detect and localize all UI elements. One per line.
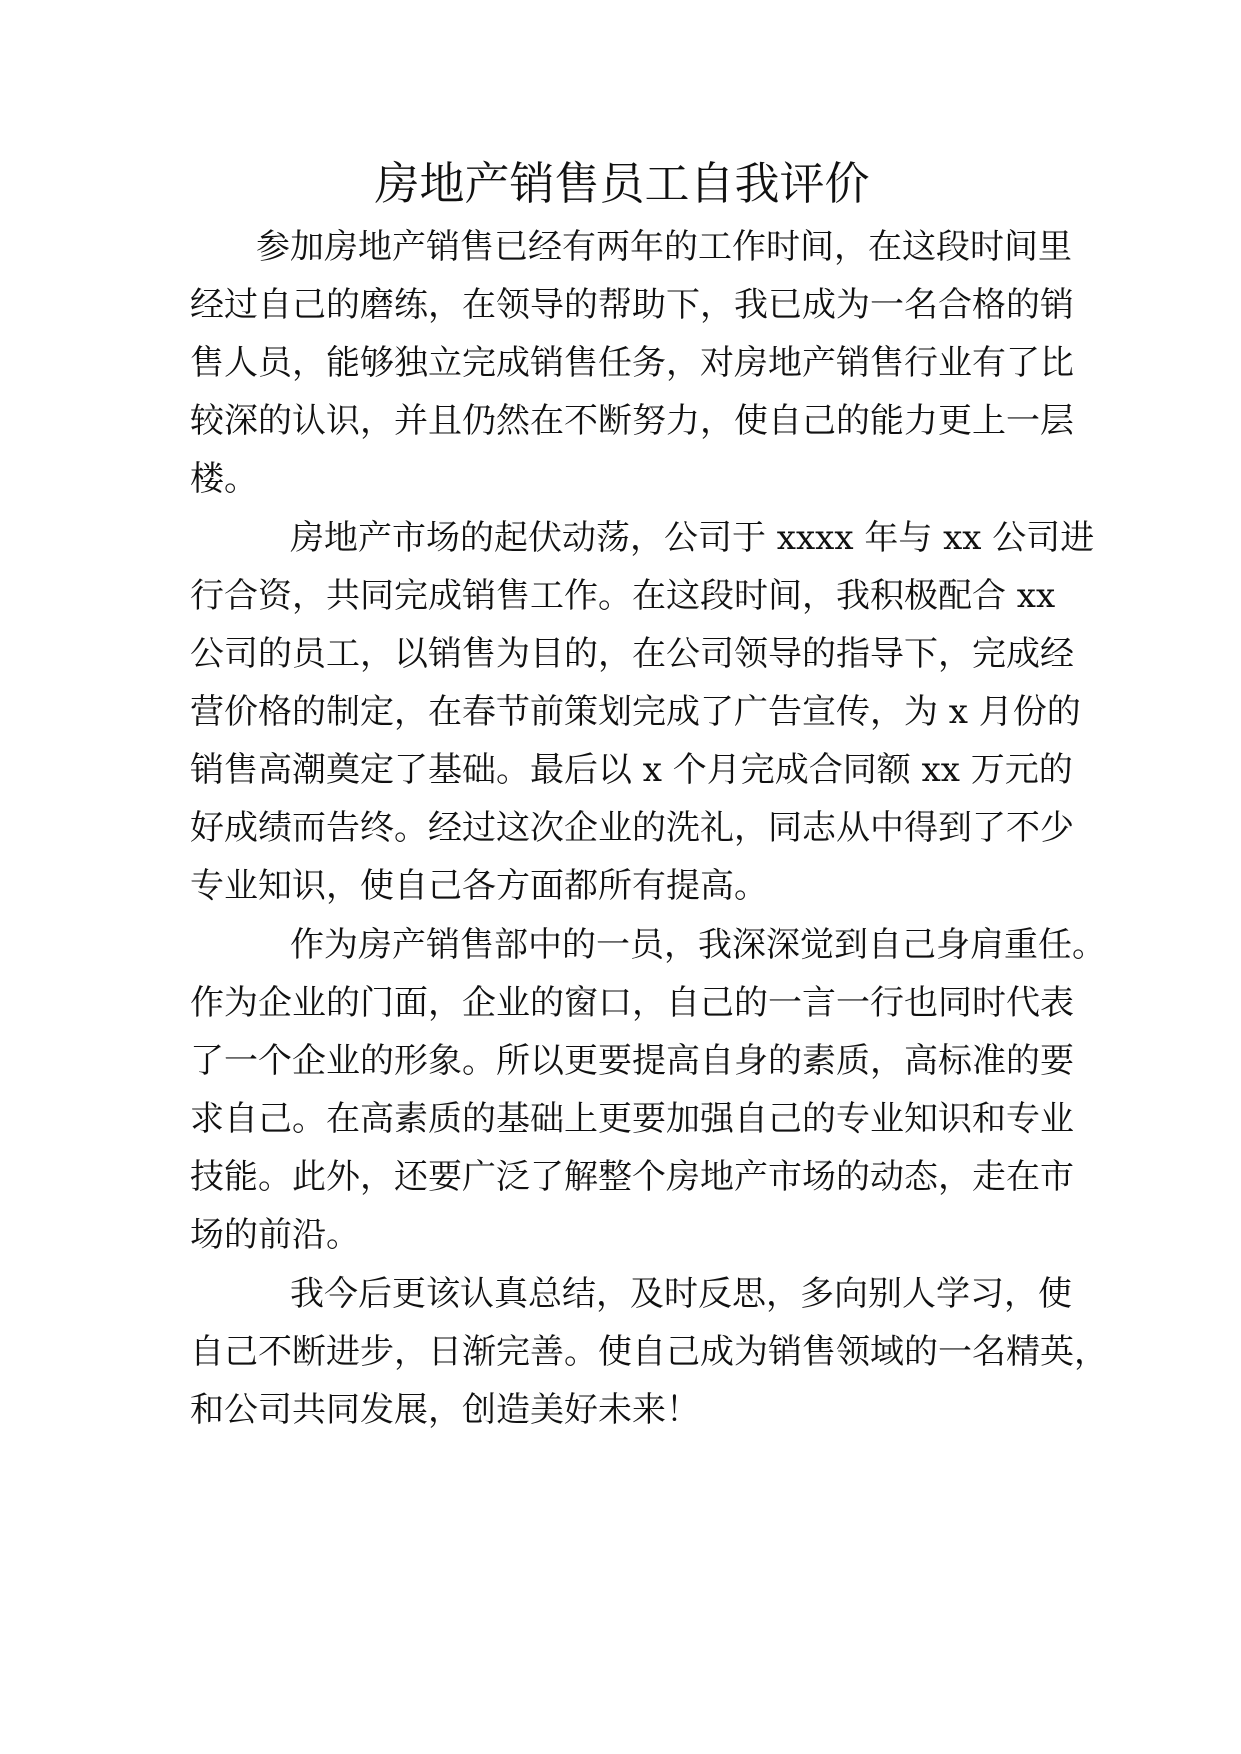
text-line: 技能。此外，还要广泛了解整个房地产市场的动态，走在市	[190, 1157, 1074, 1197]
paragraph-1	[190, 218, 1074, 508]
text-line: 求自己。在高素质的基础上更要加强自己的专业知识和专业	[190, 1099, 1074, 1139]
paragraph-2	[190, 509, 1095, 915]
text-line: 营价格的制定，在春节前策划完成了广告宣传，为 x 月份的	[190, 692, 1081, 732]
paragraph-3	[190, 916, 1106, 1264]
text-line: 参加房地产销售已经有两年的工作时间，在这段时间里	[256, 227, 1072, 267]
text-line: 较深的认识，并且仍然在不断努力，使自己的能力更上一层	[190, 401, 1074, 441]
text-line: 销售高潮奠定了基础。最后以 x 个月完成合同额 xx 万元的	[190, 750, 1073, 790]
text-line: 公司的员工，以销售为目的，在公司领导的指导下，完成经	[190, 634, 1074, 674]
text-line: 自己不断进步，日渐完善。使自己成为销售领域的一名精英，	[190, 1332, 1108, 1372]
text-line: 经过自己的磨练，在领导的帮助下，我已成为一名合格的销	[190, 285, 1074, 325]
text-line: 我今后更该认真总结，及时反思，多向别人学习，使	[290, 1274, 1072, 1314]
document-title: 房地产销售员工自我评价	[374, 157, 870, 210]
text-line: 好成绩而告终。经过这次企业的洗礼，同志从中得到了不少	[190, 808, 1074, 848]
text-line: 作为企业的门面，企业的窗口，自己的一言一行也同时代表	[190, 983, 1074, 1023]
text-line: 专业知识，使自己各方面都所有提高。	[190, 866, 768, 906]
text-line: 作为房产销售部中的一员，我深深觉到自己身肩重任。	[290, 925, 1106, 965]
text-line: 场的前沿。	[190, 1215, 360, 1255]
text-line: 房地产市场的起伏动荡，公司于 xxxx 年与 xx 公司进	[290, 518, 1095, 558]
text-line: 行合资，共同完成销售工作。在这段时间，我积极配合 xx	[190, 576, 1056, 616]
text-line: 了一个企业的形象。所以更要提高自身的素质，高标准的要	[190, 1041, 1074, 1081]
text-line: 和公司共同发展，创造美好未来！	[190, 1390, 700, 1430]
text-line: 楼。	[190, 459, 258, 499]
document-body	[190, 218, 1108, 1440]
text-line: 售人员，能够独立完成销售任务，对房地产销售行业有了比	[190, 343, 1074, 383]
paragraph-4	[190, 1265, 1108, 1439]
